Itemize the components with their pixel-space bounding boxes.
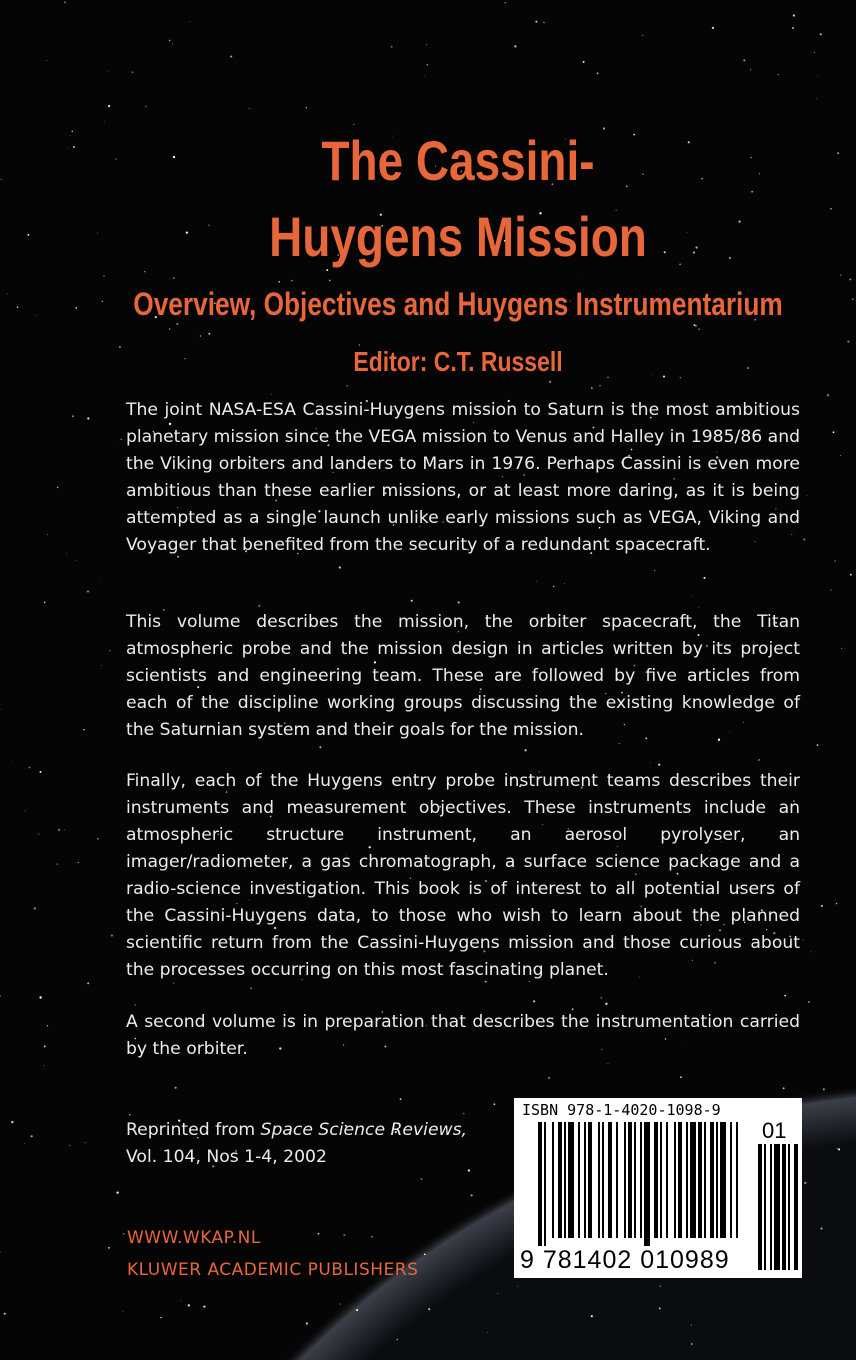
- star: [17, 306, 18, 307]
- star: [591, 387, 593, 389]
- description-paragraph-4: A second volume is in preparation that describes the instrumentation carried by the orbiter.: [126, 1012, 800, 1059]
- barcode-bar: [698, 1122, 702, 1238]
- subtitle: Overview, Objectives and Huygens Instrumentarium: [133, 286, 783, 322]
- star: [181, 1300, 182, 1301]
- star: [339, 567, 341, 569]
- star: [230, 55, 232, 57]
- star: [803, 940, 804, 941]
- star: [840, 455, 841, 456]
- star: [353, 124, 354, 125]
- barcode-bar: [736, 1122, 738, 1238]
- star: [104, 121, 105, 122]
- barcode-bar: [608, 1122, 612, 1238]
- star: [83, 729, 84, 730]
- star: [792, 27, 794, 29]
- star: [87, 417, 89, 419]
- star: [68, 147, 69, 148]
- star: [691, 1343, 693, 1345]
- star: [124, 778, 125, 779]
- star: [291, 280, 293, 282]
- star: [836, 903, 837, 904]
- star: [691, 1325, 692, 1326]
- star: [78, 862, 79, 863]
- star: [318, 1233, 320, 1235]
- star: [87, 982, 89, 984]
- star: [821, 905, 823, 907]
- star: [169, 40, 170, 41]
- star: [72, 415, 74, 417]
- star: [114, 441, 115, 442]
- star: [85, 1142, 86, 1143]
- star: [329, 280, 331, 282]
- barcode-bar: [544, 1122, 546, 1246]
- star: [371, 1236, 372, 1237]
- barcode-bar: [568, 1122, 574, 1238]
- star: [847, 341, 849, 343]
- star: [7, 293, 8, 294]
- isbn-label: ISBN 978-1-4020-1098-9: [522, 1101, 721, 1119]
- barcode-bar: [538, 1122, 542, 1246]
- star: [817, 744, 819, 746]
- star: [426, 44, 427, 45]
- star: [793, 14, 795, 16]
- star: [189, 21, 190, 22]
- star: [27, 234, 29, 236]
- star: [34, 907, 36, 909]
- star: [40, 771, 42, 773]
- journal-name: Space Science Reviews,: [260, 1120, 467, 1140]
- star: [650, 762, 651, 763]
- barcode-addon-bar: [794, 1144, 798, 1270]
- barcode-addon-bar: [770, 1144, 772, 1270]
- star: [837, 152, 839, 154]
- star: [535, 21, 537, 23]
- barcode-bar: [624, 1122, 626, 1238]
- star: [306, 1323, 308, 1325]
- star: [564, 583, 565, 584]
- star: [680, 1076, 682, 1078]
- barcode-bar: [730, 1122, 732, 1238]
- star: [427, 64, 428, 65]
- star: [132, 71, 133, 72]
- star: [758, 760, 759, 761]
- star: [87, 591, 89, 593]
- star: [743, 59, 745, 61]
- star: [123, 1233, 124, 1234]
- star: [608, 1063, 609, 1064]
- star: [524, 749, 526, 751]
- barcode-addon-bar: [788, 1144, 790, 1270]
- star: [712, 27, 714, 29]
- star: [75, 307, 77, 309]
- star: [411, 600, 413, 602]
- star: [827, 394, 829, 396]
- star: [175, 1087, 177, 1089]
- star: [64, 829, 65, 830]
- star: [823, 1088, 825, 1090]
- star: [505, 2, 506, 3]
- star: [834, 560, 836, 562]
- star: [306, 107, 307, 108]
- barcode-bar: [598, 1122, 600, 1238]
- star: [97, 838, 99, 840]
- star: [591, 1315, 593, 1317]
- star: [160, 1317, 162, 1319]
- barcode-bar: [710, 1122, 714, 1238]
- star: [340, 1303, 341, 1304]
- star: [816, 98, 817, 99]
- star: [43, 1065, 44, 1066]
- star: [36, 315, 37, 316]
- star: [838, 1148, 840, 1150]
- star: [258, 605, 260, 607]
- star: [654, 570, 655, 571]
- barcode-bar: [660, 1122, 662, 1238]
- barcode-addon-bar: [782, 1144, 786, 1270]
- star: [145, 106, 146, 107]
- star: [326, 269, 328, 271]
- star: [820, 33, 822, 35]
- star: [123, 1311, 124, 1312]
- star: [44, 601, 46, 603]
- star: [11, 1121, 13, 1123]
- barcode-bar: [578, 1122, 580, 1238]
- journal-volume: Vol. 104, Nos 1-4, 2002: [126, 1147, 327, 1167]
- barcode-bar: [666, 1122, 668, 1238]
- star: [47, 1025, 48, 1026]
- star: [703, 577, 705, 579]
- isbn-barcode: [514, 1098, 802, 1278]
- star: [420, 1178, 422, 1180]
- star: [172, 44, 173, 45]
- barcode-bar: [616, 1122, 618, 1238]
- star: [698, 607, 699, 608]
- star: [807, 495, 808, 496]
- star: [343, 1234, 345, 1236]
- star: [176, 323, 178, 325]
- star: [47, 60, 48, 61]
- star: [0, 995, 1, 996]
- star: [108, 105, 110, 107]
- star: [57, 487, 58, 488]
- star: [750, 69, 751, 70]
- barcode-digits: 9 781402 010989: [520, 1246, 730, 1274]
- star: [249, 108, 250, 109]
- star: [821, 1228, 823, 1230]
- description-paragraph-2: This volume describes the mission, the orbiter spacecraft, the Titan atmospheric probe and the mission design in articles written by its project scientists and engineering team. These are followed by five articles from each of the discipline working groups discussing the existing knowledge of the Saturnian system and their goals for the mission.: [126, 612, 800, 740]
- editor-credit: Editor: C.T. Russell: [353, 346, 563, 377]
- star: [691, 595, 692, 596]
- star: [533, 1000, 535, 1002]
- star: [169, 328, 170, 329]
- star: [850, 574, 852, 576]
- star: [424, 76, 425, 77]
- barcode-bar: [558, 1122, 562, 1238]
- star: [0, 1252, 1, 1253]
- barcode-bar: [584, 1122, 586, 1238]
- star: [44, 1045, 46, 1047]
- barcode-addon-bar: [764, 1144, 766, 1270]
- star: [12, 761, 13, 762]
- star: [852, 298, 854, 300]
- barcode-bar: [640, 1122, 642, 1238]
- star: [144, 271, 145, 272]
- star: [347, 385, 348, 386]
- star: [597, 72, 599, 74]
- star: [548, 1077, 550, 1079]
- star: [102, 301, 103, 302]
- star: [814, 52, 815, 53]
- star: [200, 335, 201, 336]
- star: [600, 997, 602, 999]
- star: [817, 76, 818, 77]
- star: [777, 74, 778, 75]
- star: [64, 1, 66, 3]
- star: [208, 333, 210, 335]
- star: [38, 834, 39, 835]
- star: [468, 1169, 470, 1171]
- star: [58, 829, 60, 831]
- star: [660, 1285, 661, 1286]
- barcode-bar: [634, 1122, 636, 1238]
- star: [39, 996, 41, 998]
- star: [4, 1313, 6, 1315]
- star: [583, 61, 585, 63]
- star: [536, 581, 537, 582]
- star: [271, 394, 272, 395]
- publisher-url[interactable]: WWW.WKAP.NL: [127, 1228, 261, 1248]
- star: [578, 273, 579, 274]
- star: [497, 1293, 498, 1294]
- barcode-bar: [716, 1122, 718, 1238]
- barcode-bar: [690, 1122, 696, 1238]
- star: [31, 1135, 33, 1137]
- star: [203, 1305, 205, 1307]
- star: [471, 1194, 473, 1196]
- star: [833, 431, 835, 433]
- barcode-bar: [678, 1122, 682, 1238]
- star: [66, 553, 67, 554]
- star: [830, 208, 832, 210]
- star: [29, 767, 31, 769]
- star: [76, 560, 77, 561]
- barcode-bar: [602, 1122, 604, 1238]
- star: [69, 1145, 70, 1146]
- star: [783, 1087, 785, 1089]
- star: [120, 439, 121, 440]
- barcode-bar: [686, 1122, 688, 1238]
- star: [173, 277, 174, 278]
- star: [830, 589, 831, 590]
- star: [810, 951, 811, 952]
- star: [487, 1332, 488, 1333]
- barcode-bar: [552, 1122, 554, 1238]
- star: [116, 1191, 118, 1193]
- star: [99, 579, 100, 580]
- barcode-bar: [588, 1122, 592, 1238]
- star: [605, 1003, 607, 1005]
- star: [804, 1182, 806, 1184]
- publisher-name: KLUWER ACADEMIC PUBLISHERS: [127, 1260, 419, 1280]
- star: [188, 1304, 190, 1306]
- barcode-addon-digits: 01: [762, 1118, 787, 1143]
- star: [25, 810, 26, 811]
- star: [458, 601, 460, 603]
- reprint-note: [126, 1117, 467, 1171]
- star: [129, 1114, 130, 1115]
- star: [463, 1113, 464, 1114]
- star: [101, 665, 102, 666]
- barcode-bar: [720, 1122, 726, 1238]
- star: [319, 746, 321, 748]
- star: [73, 146, 75, 148]
- star: [514, 45, 516, 47]
- star: [107, 71, 108, 72]
- barcode-addon-bar: [774, 1144, 780, 1270]
- star: [47, 534, 48, 535]
- title-line-2: Huygens Mission: [269, 205, 647, 268]
- star: [109, 650, 111, 652]
- star: [849, 279, 851, 281]
- star: [543, 22, 545, 24]
- description-paragraph-3: Finally, each of the Huygens entry probe instrument teams describes their instruments and measurement objectives. These instruments include an atmospheric structure instrument, an aerosol pyrolyser, an imager/radiometer, a gas chromatograph, a surface science package and a radio-science investigation. This book is of interest to all potential users of the Cassini-Huygens data, to those who wish to learn about the planned scientific return from the Cassini-Huygens mission and those curious about the processes occurring on this most fascinating planet.: [126, 771, 800, 980]
- star: [759, 759, 760, 760]
- star: [840, 275, 841, 276]
- star: [24, 1143, 25, 1144]
- star: [397, 1339, 398, 1340]
- star: [837, 1148, 838, 1149]
- star: [72, 131, 73, 132]
- star: [111, 934, 113, 936]
- star: [97, 233, 98, 234]
- star: [553, 586, 555, 588]
- star: [391, 46, 393, 48]
- barcode-bar: [628, 1122, 632, 1238]
- star: [808, 1001, 810, 1003]
- star: [784, 995, 786, 997]
- star: [642, 35, 643, 36]
- barcode-bar: [674, 1122, 676, 1238]
- star: [103, 275, 104, 276]
- star: [517, 1286, 518, 1287]
- barcode-addon-bar: [758, 1144, 762, 1270]
- star: [70, 135, 71, 136]
- reprint-prefix: Reprinted from: [126, 1120, 261, 1140]
- star: [599, 385, 600, 386]
- barcode-bar: [654, 1122, 658, 1238]
- star: [356, 1309, 358, 1311]
- title-line-1: The Cassini-: [321, 129, 595, 192]
- star: [694, 324, 696, 326]
- star: [803, 539, 805, 541]
- barcode-bar: [564, 1122, 566, 1238]
- star: [135, 1004, 136, 1005]
- barcode-bar: [704, 1122, 706, 1238]
- star: [841, 648, 842, 649]
- star: [108, 1247, 110, 1249]
- barcode-bar: [644, 1122, 650, 1246]
- star: [57, 863, 58, 864]
- star: [549, 381, 551, 383]
- description-paragraph-1: The joint NASA-ESA Cassini-Huygens mission to Saturn is the most ambitious planetary mission since the VEGA mission to Venus and Halley in 1985/86 and the Viking orbiters and landers to Mars in 1976. Perhaps Cassini is even more ambitious than these earlier missions, or at least more daring, as it is being attempted as a single launch unlike early missions such as VEGA, Viking and Voyager that benefited from the security of a redundant spacecraft.: [126, 400, 801, 555]
- star: [698, 328, 699, 329]
- star: [278, 281, 280, 283]
- star: [494, 1103, 496, 1105]
- star: [400, 1098, 402, 1100]
- star: [428, 1308, 430, 1310]
- star: [659, 1307, 661, 1309]
- star: [0, 179, 1, 180]
- star: [250, 988, 252, 990]
- star: [424, 1253, 426, 1255]
- star: [658, 764, 660, 766]
